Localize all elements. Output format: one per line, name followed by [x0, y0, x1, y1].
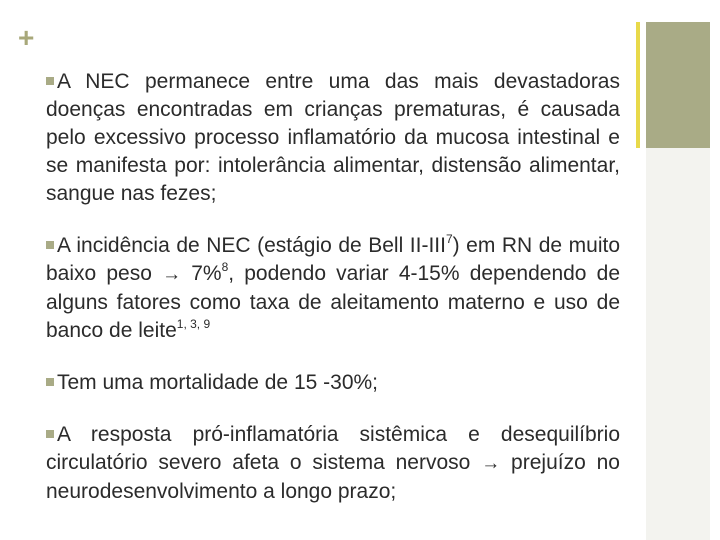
bullet-text: , podendo variar 4-15% dependendo de alguns fatores como taxa de aleitamento materno e uso de banco de leite: [46, 262, 621, 342]
bullet-text: 7%: [181, 262, 222, 285]
plus-icon: +: [18, 22, 35, 53]
accent-bar-wide: [646, 22, 710, 148]
bullet-text: A resposta pró-inflamatória sistêmica e desequilíbrio circulatório severo afeta o sistema nervoso: [46, 423, 620, 474]
bullet-paragraph: [46, 232, 620, 345]
citation: 7: [445, 232, 453, 246]
square-bullet-icon: [46, 77, 54, 85]
accent-bar-thin: [636, 22, 640, 148]
bullet-paragraph: [46, 68, 620, 208]
accent-panel: [646, 148, 710, 540]
bullet-text: A incidência de NEC (estágio de Bell II-III: [57, 234, 446, 257]
citation: 8: [221, 260, 229, 274]
bullet-text: ) em RN de muito baixo peso: [46, 234, 620, 285]
bullet-text: prejuízo no neurodesenvolvimento a longo prazo;: [46, 451, 620, 503]
arrow-right-icon: →: [481, 453, 501, 474]
bullet-text: Tem uma mortalidade de 15 -30%;: [57, 371, 378, 394]
bullet-paragraph: [46, 369, 620, 397]
slide-body: [46, 68, 620, 530]
bullet-paragraph: [46, 421, 620, 506]
square-bullet-icon: [46, 241, 54, 249]
square-bullet-icon: [46, 378, 54, 386]
bullet-text: A NEC permanece entre uma das mais devastadoras doenças encontradas em crianças prematuras, é causada pelo excessivo processo inflamatório da mucosa intestinal e se manifesta por: intolerância alimentar, distensão alimentar, sangue nas fezes;: [46, 70, 620, 205]
arrow-right-icon: →: [162, 264, 182, 285]
square-bullet-icon: [46, 430, 54, 438]
citation: 1, 3, 9: [176, 317, 211, 331]
